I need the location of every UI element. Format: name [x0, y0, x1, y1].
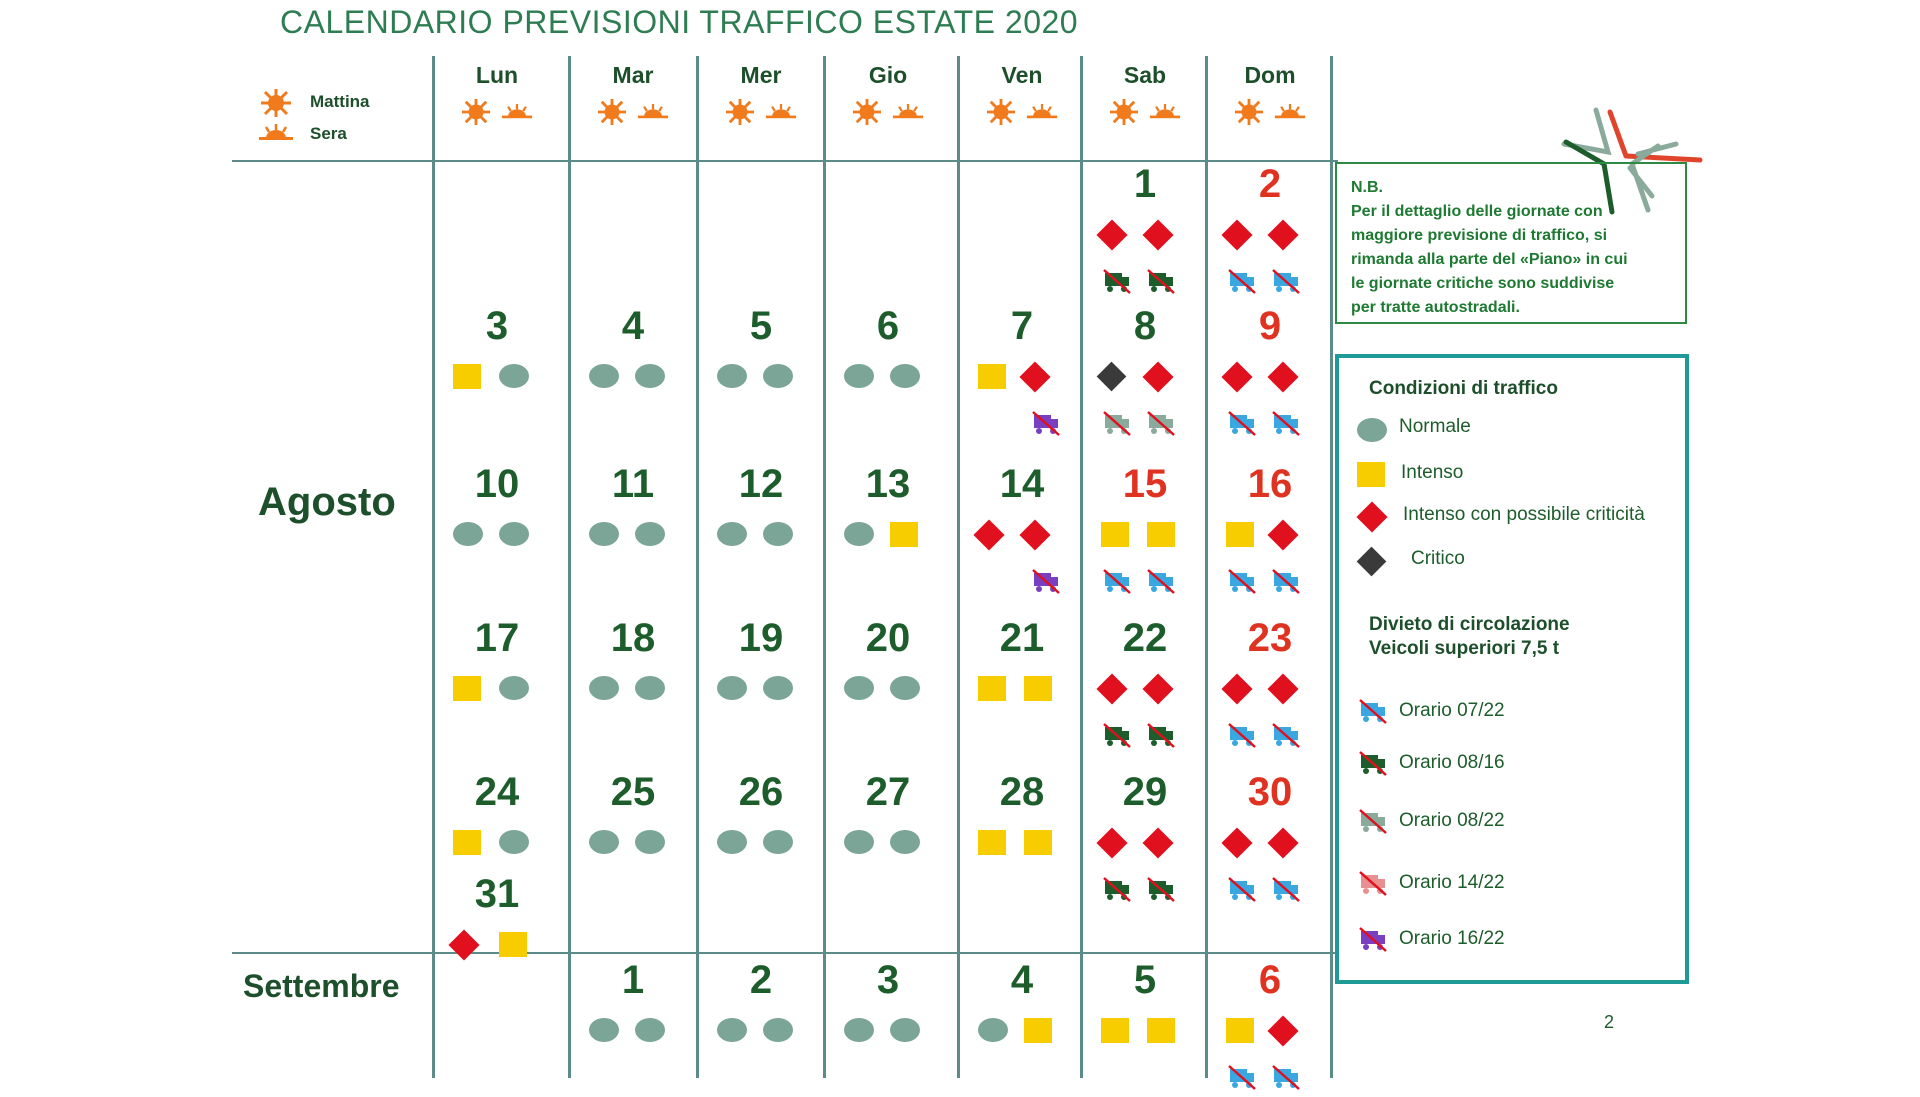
truck-ban-icon: [1145, 266, 1177, 296]
intense-critical-icon: [1142, 361, 1173, 392]
truck-ban-icon: [1226, 408, 1258, 438]
truck-ban-icon: [1270, 720, 1302, 750]
normal-traffic-icon: [844, 1018, 874, 1042]
intense-critical-icon: [1096, 673, 1127, 704]
august-day-number: 26: [738, 770, 784, 814]
normal-traffic-icon: [635, 676, 665, 700]
morning-evening-icons: [959, 100, 1085, 128]
intense-traffic-icon: [1101, 1018, 1129, 1043]
critical-traffic-icon: [1357, 547, 1387, 577]
day-header-dom: Dom: [1244, 62, 1296, 88]
intense-critical-icon: [1221, 361, 1252, 392]
normal-traffic-icon: [890, 1018, 920, 1042]
intense-critical-icon: [1267, 219, 1298, 250]
normal-traffic-icon: [717, 1018, 747, 1042]
august-day-number: 25: [610, 770, 656, 814]
intense-traffic-icon: [1147, 522, 1175, 547]
september-day-number: 5: [1133, 958, 1157, 1002]
legend-conditions-title: Condizioni di traffico: [1369, 378, 1558, 399]
day-header-mar: Mar: [612, 62, 654, 88]
legend-box: [1335, 354, 1689, 984]
intense-traffic-icon: [1024, 1018, 1052, 1043]
normal-traffic-icon: [717, 676, 747, 700]
intense-critical-icon: [448, 929, 479, 960]
sunset-icon: [1024, 104, 1060, 125]
sunset-icon: [499, 104, 535, 125]
grid-column-line: [823, 56, 826, 1078]
september-day-number: 2: [749, 958, 773, 1002]
truck-ban-icon: [1357, 806, 1389, 836]
intense-traffic-icon: [1147, 1018, 1175, 1043]
normal-traffic-icon: [635, 1018, 665, 1042]
truck-ban-icon: [1270, 566, 1302, 596]
legend-evening-label: Sera: [310, 124, 347, 143]
intense-critical-icon: [1019, 361, 1050, 392]
page-number: 2: [1604, 1012, 1615, 1032]
truck-ban-icon: [1357, 924, 1389, 954]
sun-icon: [723, 98, 757, 131]
august-day-number: 14: [999, 462, 1045, 506]
normal-traffic-icon: [499, 676, 529, 700]
day-header-gio: Gio: [868, 62, 908, 88]
normal-traffic-icon: [763, 522, 793, 546]
august-day-number: 5: [749, 304, 773, 348]
grid-column-line: [1330, 56, 1333, 1078]
sunset-icon: [890, 104, 926, 125]
normal-traffic-icon: [844, 522, 874, 546]
legend-ban-title: Divieto di circolazione: [1369, 614, 1570, 635]
intense-critical-icon: [1019, 519, 1050, 550]
intense-traffic-icon: [890, 522, 918, 547]
august-day-number: 13: [865, 462, 911, 506]
day-header-ven: Ven: [1001, 62, 1043, 88]
intense-traffic-icon: [453, 364, 481, 389]
normal-traffic-icon: [499, 364, 529, 388]
legend-ban-label: Orario 08/16: [1399, 752, 1505, 773]
normal-traffic-icon: [453, 522, 483, 546]
normal-traffic-icon: [635, 522, 665, 546]
intense-traffic-icon: [978, 830, 1006, 855]
legend-ban-label: Orario 16/22: [1399, 928, 1505, 949]
truck-ban-icon: [1357, 868, 1389, 898]
truck-ban-icon: [1357, 696, 1389, 726]
truck-ban-icon: [1145, 566, 1177, 596]
august-day-number: 15: [1122, 462, 1168, 506]
intense-traffic-icon: [1357, 462, 1385, 487]
sun-icon: [595, 98, 629, 131]
page-title: CALENDARIO PREVISIONI TRAFFICO ESTATE 2020: [280, 4, 1079, 40]
intense-critical-icon: [1221, 219, 1252, 250]
august-day-number: 19: [738, 616, 784, 660]
intense-traffic-icon: [499, 932, 527, 957]
september-day-number: 3: [876, 958, 900, 1002]
august-day-number: 29: [1122, 770, 1168, 814]
september-day-number: 1: [621, 958, 645, 1002]
normal-traffic-icon: [589, 676, 619, 700]
normal-traffic-icon: [635, 830, 665, 854]
truck-ban-icon: [1101, 566, 1133, 596]
sunset-icon: [763, 104, 799, 125]
legend-ban-subtitle: Veicoli superiori 7,5 t: [1369, 638, 1560, 659]
intense-critical-icon: [1267, 673, 1298, 704]
morning-evening-icons: [570, 100, 696, 128]
august-day-number: 3: [485, 304, 509, 348]
legend-crit-label: Intenso con possibile criticità: [1403, 504, 1645, 525]
intense-critical-icon: [1142, 673, 1173, 704]
truck-ban-icon: [1030, 566, 1062, 596]
morning-evening-icons: [434, 100, 560, 128]
august-day-number: 20: [865, 616, 911, 660]
intense-critical-icon: [1221, 673, 1252, 704]
truck-ban-icon: [1270, 266, 1302, 296]
note-line: Per il dettaglio delle giornate con: [1351, 203, 1603, 220]
intense-traffic-icon: [1226, 522, 1254, 547]
grid-column-line: [568, 56, 571, 1078]
month-label-august: Agosto: [258, 480, 396, 524]
normal-traffic-icon: [844, 364, 874, 388]
sunset-icon: [258, 124, 294, 147]
august-day-number: 7: [1010, 304, 1034, 348]
intense-traffic-icon: [1024, 830, 1052, 855]
morning-evening-icons: [698, 100, 824, 128]
august-day-number: 27: [865, 770, 911, 814]
grid-column-line: [696, 56, 699, 1078]
august-day-number: 1: [1133, 162, 1157, 206]
grid-column-line: [957, 56, 960, 1078]
intense-critical-icon: [1096, 827, 1127, 858]
truck-ban-icon: [1145, 874, 1177, 904]
august-day-number: 21: [999, 616, 1045, 660]
intense-critical-icon: [1142, 827, 1173, 858]
legend-intenso-label: Intenso: [1401, 462, 1464, 483]
truck-ban-icon: [1270, 874, 1302, 904]
truck-ban-icon: [1030, 408, 1062, 438]
august-day-number: 22: [1122, 616, 1168, 660]
note-box: [1335, 162, 1687, 324]
legend-critico-label: Critico: [1411, 548, 1465, 569]
sun-icon: [459, 98, 493, 131]
august-day-number: 6: [876, 304, 900, 348]
sunset-icon: [635, 104, 671, 125]
intense-critical-icon: [973, 519, 1004, 550]
intense-critical-icon: [1356, 501, 1387, 532]
intense-traffic-icon: [978, 364, 1006, 389]
sun-icon: [258, 88, 294, 123]
intense-traffic-icon: [453, 676, 481, 701]
morning-evening-icons: [825, 100, 951, 128]
truck-ban-icon: [1101, 720, 1133, 750]
sun-icon: [850, 98, 884, 131]
intense-traffic-icon: [978, 676, 1006, 701]
month-label-september: Settembre: [243, 968, 400, 1004]
normal-traffic-icon: [717, 364, 747, 388]
sun-icon: [1232, 98, 1266, 131]
legend-ban-label: Orario 14/22: [1399, 872, 1505, 893]
truck-ban-icon: [1101, 874, 1133, 904]
intense-critical-icon: [1096, 219, 1127, 250]
legend-ban-label: Orario 07/22: [1399, 700, 1505, 721]
normal-traffic-icon: [763, 1018, 793, 1042]
intense-traffic-icon: [1101, 522, 1129, 547]
grid-column-line: [432, 56, 435, 1078]
note-line: le giornate critiche sono suddivise: [1351, 275, 1615, 292]
august-day-number: 24: [474, 770, 520, 814]
note-line: rimanda alla parte del «Piano» in cui: [1351, 251, 1628, 268]
august-day-number: 10: [474, 462, 520, 506]
normal-traffic-icon: [499, 522, 529, 546]
august-day-number: 12: [738, 462, 784, 506]
sunset-icon: [1147, 104, 1183, 125]
august-day-number: 30: [1247, 770, 1293, 814]
truck-ban-icon: [1226, 266, 1258, 296]
september-day-number: 4: [1010, 958, 1034, 1002]
note-line: per tratte autostradali.: [1351, 299, 1520, 316]
day-header-sab: Sab: [1123, 62, 1167, 88]
august-day-number: 17: [474, 616, 520, 660]
normal-traffic-icon: [589, 830, 619, 854]
morning-evening-icons: [1207, 100, 1333, 128]
september-day-number: 6: [1258, 958, 1282, 1002]
normal-traffic-icon: [589, 1018, 619, 1042]
normal-traffic-icon: [717, 522, 747, 546]
august-day-number: 8: [1133, 304, 1157, 348]
normal-traffic-icon: [890, 364, 920, 388]
intense-traffic-icon: [453, 830, 481, 855]
truck-ban-icon: [1101, 408, 1133, 438]
grid-column-line: [1080, 56, 1083, 1078]
sun-icon: [1107, 98, 1141, 131]
normal-traffic-icon: [890, 676, 920, 700]
truck-ban-icon: [1226, 566, 1258, 596]
legend-morning-label: Mattina: [310, 92, 370, 111]
sun-icon: [984, 98, 1018, 131]
intense-traffic-icon: [1226, 1018, 1254, 1043]
intense-critical-icon: [1267, 361, 1298, 392]
intense-critical-icon: [1142, 219, 1173, 250]
normal-traffic-icon: [763, 830, 793, 854]
normal-traffic-icon: [844, 830, 874, 854]
intense-critical-icon: [1267, 827, 1298, 858]
normal-traffic-icon: [717, 830, 747, 854]
day-header-mer: Mer: [740, 62, 782, 88]
august-day-number: 31: [474, 872, 520, 916]
truck-ban-icon: [1226, 1062, 1258, 1092]
truck-ban-icon: [1145, 720, 1177, 750]
normal-traffic-icon: [589, 522, 619, 546]
normal-traffic-icon: [844, 676, 874, 700]
note-line: maggiore previsione di traffico, si: [1351, 227, 1608, 244]
sunset-icon: [1272, 104, 1308, 125]
morning-evening-icons: [1082, 100, 1208, 128]
august-day-number: 28: [999, 770, 1045, 814]
normal-traffic-icon: [978, 1018, 1008, 1042]
august-day-number: 18: [610, 616, 656, 660]
normal-traffic-icon: [890, 830, 920, 854]
intense-critical-icon: [1221, 827, 1252, 858]
truck-ban-icon: [1226, 874, 1258, 904]
august-day-number: 9: [1258, 304, 1282, 348]
grid-row-line: [232, 952, 1338, 954]
august-day-number: 23: [1247, 616, 1293, 660]
truck-ban-icon: [1270, 408, 1302, 438]
legend-normale-label: Normale: [1399, 416, 1471, 437]
normal-traffic-icon: [763, 364, 793, 388]
august-day-number: 16: [1247, 462, 1293, 506]
august-day-number: 11: [611, 462, 655, 506]
truck-ban-icon: [1357, 748, 1389, 778]
intense-critical-icon: [1267, 519, 1298, 550]
normal-traffic-icon: [499, 830, 529, 854]
note-heading: N.B.: [1351, 179, 1383, 196]
normal-traffic-icon: [589, 364, 619, 388]
grid-column-line: [1205, 56, 1208, 1078]
intense-critical-icon: [1267, 1015, 1298, 1046]
truck-ban-icon: [1101, 266, 1133, 296]
day-header-lun: Lun: [475, 62, 519, 88]
legend-ban-label: Orario 08/22: [1399, 810, 1505, 831]
august-day-number: 2: [1258, 162, 1282, 206]
truck-ban-icon: [1226, 720, 1258, 750]
critical-traffic-icon: [1097, 362, 1127, 392]
normal-traffic-icon: [635, 364, 665, 388]
august-day-number: 4: [621, 304, 645, 348]
truck-ban-icon: [1270, 1062, 1302, 1092]
normal-traffic-icon: [1357, 418, 1387, 442]
intense-traffic-icon: [1024, 676, 1052, 701]
truck-ban-icon: [1145, 408, 1177, 438]
normal-traffic-icon: [763, 676, 793, 700]
